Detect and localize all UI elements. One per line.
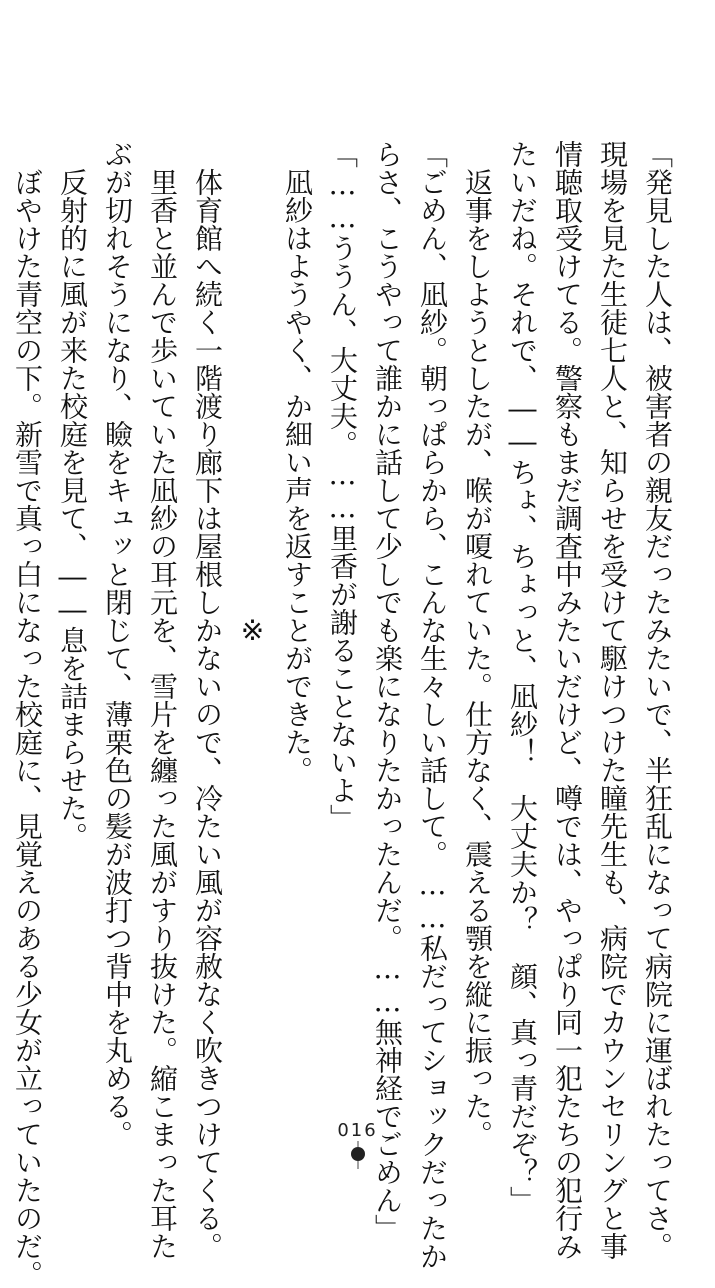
text-line: 返事をしようとしたが、喉が嗄れていた。仕方なく、震える顎を縦に振った。 (461, 140, 494, 1148)
text-line: 反射的に風が来た校庭を見て、――息を詰まらせた。 (56, 140, 89, 850)
ornament-line-icon (357, 1161, 358, 1169)
page-footer (0, 1120, 715, 1161)
page-number: 016 (337, 1120, 378, 1141)
text-line: たいだね。それで、――ちょ、ちょっと、凪紗！ 大丈夫か？ 顔、真っ青だぞ？」 (506, 140, 539, 1214)
text-line: 「……ううん、大丈夫。……里香が謝ることないよ」 (326, 140, 359, 832)
text-line: 情聴取受けてる。警察もまだ調査中みたいだけど、噂では、やっぱり同一犯たちの犯行み (551, 140, 584, 1260)
text-line: 「発見した人は、被害者の親友だったみたいで、半狂乱になって病院に運ばれたってさ。 (641, 140, 674, 1260)
text-line: ぶが切れそうになり、瞼をキュッと閉じて、薄栗色の髪が波打つ背中を丸める。 (101, 140, 134, 1148)
text-line (0, 140, 5, 1120)
scene-break-mark: ※ (236, 613, 269, 647)
text-line: 凪紗はようやく、か細い声を返すことができた。 (281, 140, 314, 784)
text-line: 体育館へ続く一階渡り廊下は屋根しかないので、冷たい風が容赦なく吹きつけてくる。 (191, 140, 224, 1260)
text-line: 「ごめん、凪紗。朝っぱらから、こんな生々しい話して。……私だってショックだったか (416, 140, 449, 1270)
ornament-line-icon (357, 1141, 358, 1147)
page-ornament-icon (351, 1147, 365, 1161)
text-line: 里香と並んで歩いていた凪紗の耳元を、雪片を纏った風がすり抜けた。縮こまった耳た (146, 140, 179, 1260)
text-line: らさ、こうやって誰かに話して少しでも楽になりたかったんだ。……無神経でごめん」 (371, 140, 404, 1242)
text-line: ぼやけた青空の下。新雪で真っ白になった校庭に、見覚えのある少女が立っていたのだ。 (11, 140, 44, 1288)
text-line: 現場を見た生徒七人と、知らせを受けて駆けつけた瞳先生も、病院でカウンセリングと事 (596, 140, 629, 1260)
